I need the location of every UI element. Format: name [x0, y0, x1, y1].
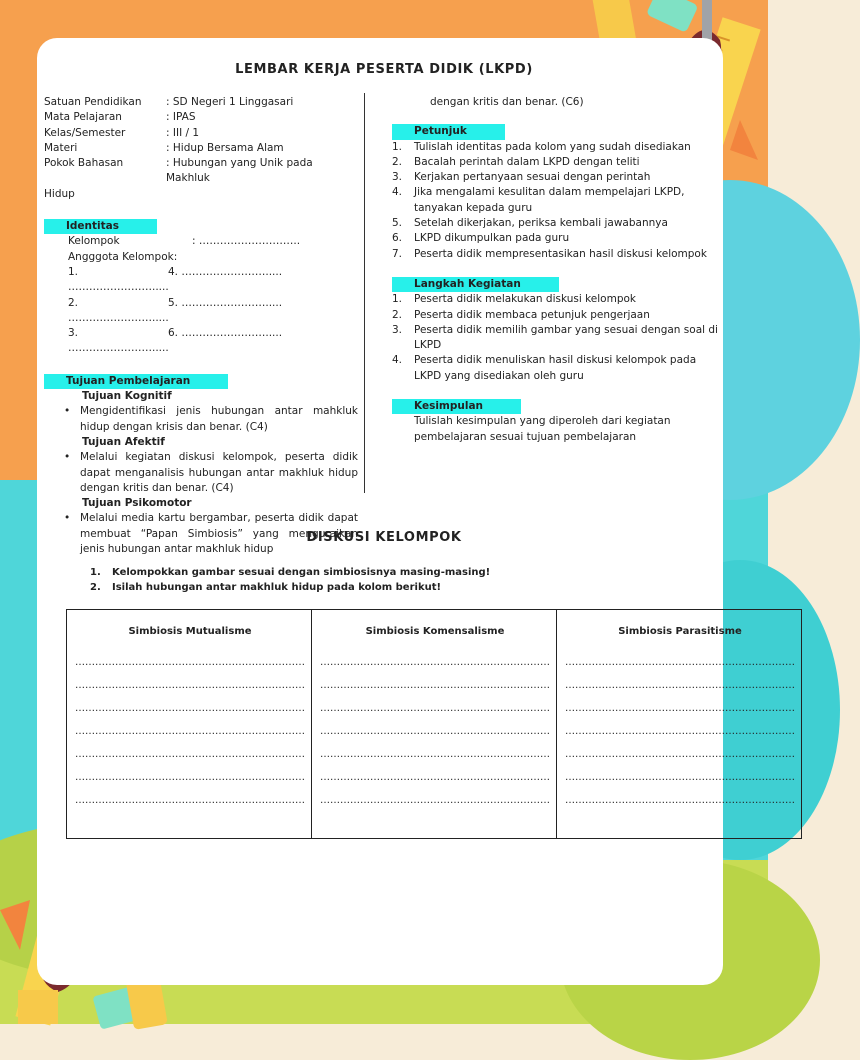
- list-item: 4. Peserta didik menuliskan hasil diskusi kelompok pada LKPD yang disediakan oleh guru: [392, 353, 718, 384]
- meta-row: [44, 141, 358, 156]
- table-cell-mutualisme[interactable]: [67, 610, 312, 839]
- meta-value: : IPAS: [166, 111, 196, 124]
- psikomotor-title: Tujuan Psikomotor: [82, 497, 192, 510]
- kognitif-list: [44, 404, 358, 435]
- answer-line[interactable]: ……………………………………………………………: [320, 726, 550, 737]
- afektif-text: Melalui kegiatan diskusi kelompok, peserta didik dapat menganalisis hubungan antar makhluk hidup dengan kritis dan benar. (C4): [80, 451, 358, 494]
- langkah-section: [392, 277, 718, 384]
- answer-line[interactable]: ……………………………………………………………: [320, 795, 550, 806]
- right-column: [392, 95, 718, 445]
- answer-line[interactable]: ……………………………………………………………: [320, 749, 550, 760]
- list-item: 1. Peserta didik melakukan diskusi kelompok: [392, 292, 718, 307]
- list-item-text: Peserta didik mempresentasikan hasil diskusi kelompok: [414, 247, 707, 260]
- identitas-section: [44, 219, 358, 357]
- anggota-field[interactable]: 6. …………………….....: [168, 327, 283, 340]
- list-item-text: Peserta didik membaca petunjuk pengerjaan: [414, 308, 650, 321]
- meta-row: [44, 95, 358, 110]
- instruction-text: Kelompokkan gambar sesuai dengan simbiosisnya masing-masing!: [112, 567, 491, 578]
- column-header: Simbiosis Parasitisme: [618, 626, 742, 637]
- instruction-text: Isilah hubungan antar makhluk hidup pada kolom berikut!: [112, 582, 442, 593]
- anggota-field[interactable]: 3. …………………….....: [68, 327, 169, 355]
- symbiosis-table: [66, 609, 802, 839]
- list-item-text: Peserta didik memilih gambar yang sesuai dengan soal di LKPD: [414, 323, 718, 352]
- answer-lines[interactable]: [320, 651, 550, 812]
- answer-line[interactable]: ……………………………………………………………: [565, 772, 795, 783]
- list-item: 3. Kerjakan pertanyaan sesuai dengan perintah: [392, 170, 718, 185]
- answer-line[interactable]: ……………………………………………………………: [565, 680, 795, 691]
- meta-value: : III / 1: [166, 126, 200, 139]
- diskusi-instructions: [90, 565, 490, 595]
- answer-line[interactable]: ……………………………………………………………: [75, 726, 305, 737]
- column-divider: [364, 93, 365, 493]
- list-item: 1. Tulislah identitas pada kolom yang sudah disediakan: [392, 140, 718, 155]
- answer-line[interactable]: ……………………………………………………………: [320, 772, 550, 783]
- list-item: 3. Peserta didik memilih gambar yang sesuai dengan soal di LKPD: [392, 323, 718, 354]
- kognitif-text: Mengidentifikasi jenis hubungan antar mahkluk hidup dengan krisis dan benar. (C4): [80, 405, 358, 433]
- list-item-text: Peserta didik menuliskan hasil diskusi kelompok pada LKPD yang disediakan oleh guru: [414, 354, 697, 382]
- list-item: • Melalui media kartu bergambar, peserta didik dapat membuat “Papan Simbiosis” yang menguraikan jenis hubungan antar makhluk hidup: [60, 511, 358, 557]
- answer-line[interactable]: ……………………………………………………………: [75, 680, 305, 691]
- meta-value: : SD Negeri 1 Linggasari: [166, 96, 294, 108]
- list-item: 6. LKPD dikumpulkan pada guru: [392, 231, 718, 246]
- list-item-text: LKPD dikumpulkan pada guru: [414, 232, 570, 245]
- list-item: 2. Peserta didik membaca petunjuk pengerjaan: [392, 308, 718, 323]
- answer-line[interactable]: ……………………………………………………………: [75, 772, 305, 783]
- list-item: 5. Setelah dikerjakan, periksa kembali jawabannya: [392, 216, 718, 231]
- meta-key: Kelas/Semester: [44, 126, 126, 139]
- instruction-item: 2. Isilah hubungan antar makhluk hidup pada kolom berikut!: [90, 582, 442, 593]
- answer-line[interactable]: ……………………………………………………………: [565, 703, 795, 714]
- answer-line[interactable]: ……………………………………………………………: [320, 680, 550, 691]
- langkah-list: [392, 292, 718, 384]
- page-title: LEMBAR KERJA PESERTA DIDIK (LKPD): [235, 62, 533, 77]
- anggota-row: [68, 326, 358, 357]
- identitas-heading: Identitas: [44, 219, 157, 234]
- answer-line[interactable]: ……………………………………………………………: [320, 703, 550, 714]
- meta-value: : Hidup Bersama Alam: [166, 141, 284, 154]
- meta-value: : Hubungan yang Unik pada Makhluk: [166, 157, 313, 185]
- instruction-item: 1. Kelompokkan gambar sesuai dengan simbiosisnya masing-masing!: [90, 567, 491, 578]
- list-item: 7. Peserta didik mempresentasikan hasil diskusi kelompok: [392, 247, 718, 262]
- meta-row: [44, 126, 358, 141]
- list-item: • Mengidentifikasi jenis hubungan antar mahkluk hidup dengan krisis dan benar. (C4): [60, 404, 358, 435]
- answer-line[interactable]: ……………………………………………………………: [75, 703, 305, 714]
- petunjuk-list: [392, 140, 718, 262]
- list-item: 4. Jika mengalami kesulitan dalam mempelajari LKPD, tanyakan kepada guru: [392, 185, 718, 216]
- meta-key: Mata Pelajaran: [44, 111, 122, 124]
- kelompok-label: Kelompok: [68, 235, 120, 248]
- kelompok-row: [68, 234, 358, 249]
- anggota-field[interactable]: 5. …………………….....: [168, 296, 283, 309]
- list-item: 2. Bacalah perintah dalam LKPD dengan teliti: [392, 155, 718, 170]
- answer-lines[interactable]: [565, 651, 795, 812]
- list-item-text: Bacalah perintah dalam LKPD dengan teliti: [414, 155, 640, 168]
- list-item-text: Setelah dikerjakan, periksa kembali jawabannya: [414, 217, 668, 230]
- table-row: [67, 610, 802, 839]
- afektif-title: Tujuan Afektif: [82, 435, 165, 448]
- answer-line[interactable]: ……………………………………………………………: [565, 726, 795, 737]
- anggota-field[interactable]: 1. …………………….....: [68, 265, 169, 294]
- kelompok-field[interactable]: : ………………………..: [192, 235, 301, 248]
- answer-line[interactable]: ……………………………………………………………: [565, 749, 795, 760]
- afektif-list: [44, 450, 358, 496]
- kesimpulan-heading: Kesimpulan: [392, 399, 521, 414]
- column-header: Simbiosis Mutualisme: [128, 626, 252, 637]
- answer-line[interactable]: ……………………………………………………………: [565, 657, 795, 668]
- anggota-label: Angggota Kelompok:: [68, 250, 178, 263]
- kesimpulan-text: Tulislah kesimpulan yang diperoleh dari kegiatan pembelajaran sesuai tujuan pembelajaran: [414, 415, 671, 443]
- list-item-text: Peserta didik melakukan diskusi kelompok: [414, 293, 637, 306]
- petunjuk-heading: Petunjuk: [392, 124, 505, 139]
- langkah-heading: Langkah Kegiatan: [392, 277, 559, 292]
- answer-line[interactable]: ……………………………………………………………: [75, 795, 305, 806]
- anggota-field[interactable]: 4. …………………….....: [168, 265, 283, 278]
- identitas-body: [44, 234, 358, 356]
- list-item: • Melalui kegiatan diskusi kelompok, peserta didik dapat menganalisis hubungan antar makhluk hidup dengan kritis dan benar. (C4): [60, 450, 358, 496]
- list-item-text: Tulislah identitas pada kolom yang sudah disediakan: [414, 140, 691, 153]
- anggota-row: [68, 296, 358, 327]
- table-cell-komensalisme[interactable]: [312, 610, 557, 839]
- list-item-text: Kerjakan pertanyaan sesuai dengan perintah: [414, 171, 651, 184]
- anggota-row: [68, 265, 358, 296]
- kognitif-title: Tujuan Kognitif: [82, 390, 172, 403]
- petunjuk-section: [392, 124, 718, 262]
- left-column: [44, 95, 358, 557]
- answer-line[interactable]: ……………………………………………………………: [75, 657, 305, 668]
- meta-key: Pokok Bahasan: [44, 157, 124, 170]
- list-item-text: Jika mengalami kesulitan dalam mempelajari LKPD, tanyakan kepada guru: [414, 186, 685, 214]
- tujuan-heading: Tujuan Pembelajaran: [44, 374, 228, 389]
- diskusi-title: DISKUSI KELOMPOK: [306, 530, 462, 545]
- answer-line[interactable]: ……………………………………………………………: [75, 749, 305, 760]
- meta-list: [44, 95, 358, 202]
- meta-row: [44, 156, 358, 187]
- psikomotor-text: Melalui media kartu bergambar, peserta didik dapat membuat “Papan Simbiosis” yang menguraikan jenis hubungan antar makhluk hidup: [80, 512, 358, 556]
- answer-lines[interactable]: [75, 651, 305, 812]
- meta-key: Materi: [44, 141, 78, 154]
- meta-key: Satuan Pendidikan: [44, 96, 142, 108]
- meta-wrap: Hidup: [44, 187, 75, 200]
- tujuan-continued: dengan kritis dan benar. (C6): [430, 96, 584, 108]
- table-cell-parasitisme[interactable]: [557, 610, 802, 839]
- meta-row: [44, 110, 358, 125]
- anggota-field[interactable]: 2. …………………….....: [68, 296, 169, 324]
- kesimpulan-section: [392, 399, 718, 445]
- answer-line[interactable]: ……………………………………………………………: [320, 657, 550, 668]
- answer-line[interactable]: ……………………………………………………………: [565, 795, 795, 806]
- column-header: Simbiosis Komensalisme: [365, 626, 505, 637]
